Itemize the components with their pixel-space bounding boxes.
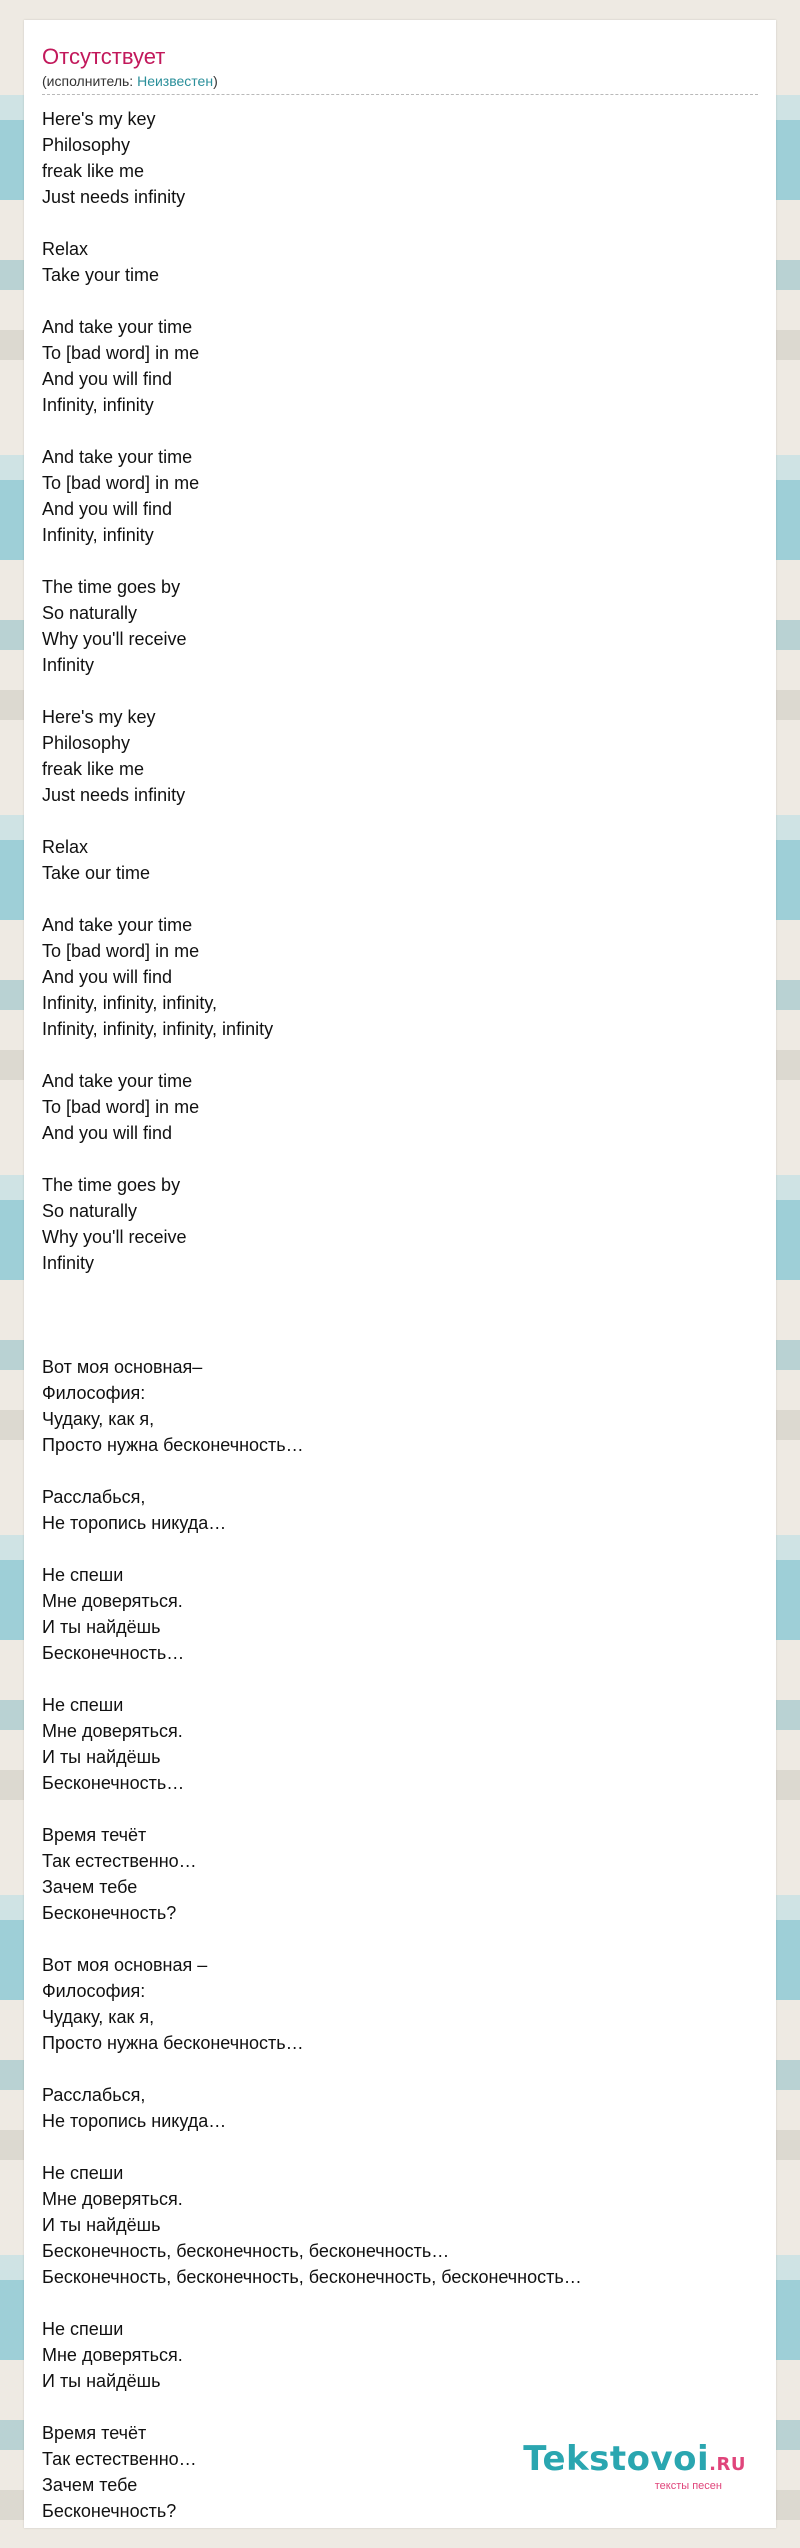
header-divider (42, 94, 758, 95)
artist-link[interactable]: Неизвестен (137, 73, 214, 89)
logo-main-text: Tekstovoi (523, 2439, 710, 2479)
site-logo[interactable] (523, 2439, 746, 2492)
song-title: Отсутствует (42, 44, 166, 69)
song-header (42, 44, 758, 95)
content-card (24, 20, 776, 2528)
artist-prefix: (исполнитель: (42, 73, 138, 89)
logo-wordmark (523, 2439, 746, 2482)
logo-subtitle: тексты песен (654, 2480, 722, 2492)
artist-line (42, 72, 758, 90)
logo-tld: .RU (709, 2454, 746, 2475)
lyrics-text: Here's my key Philosophy freak like me Just needs infinity Relax Take your time And take your time To [bad word] in me And you will find Infinity, infinity And take your time To [bad word] in me And you will find Infinity, infinity The time goes by So naturally Why you'll receive Infinity Here's my key Philosophy freak like me Just needs infinity Relax Take our time And take your time To [bad word] in me And you will find Infinity, infinity, infinity, Infinity, infinity, infinity, infinity And take your time To [bad word] in me And you will find The time goes by So naturally Why you'll receive Infinity Вот моя основная– Философия: Чудаку, как я, Просто нужна бесконечность… Расслабься, Не торопись никуда… Не спеши Мне доверяться. И ты найдёшь Бесконечность… Не спеши Мне доверяться. И ты найдёшь Бесконечность… Время течёт Так естественно… Зачем тебе Бесконечность? Вот моя основная – Философия: Чудаку, как я, Просто нужна бесконечность… Расслабься, Не торопись никуда… Не спеши Мне доверяться. И ты найдёшь Бесконечность, бесконечность, бесконечность… Бесконечность, бесконечность, бесконечность, бесконечность… Не спеши Мне доверяться. И ты найдёшь Время течёт Так естественно… Зачем тебе Бесконечность? (42, 109, 582, 2521)
artist-suffix: ) (213, 73, 218, 89)
